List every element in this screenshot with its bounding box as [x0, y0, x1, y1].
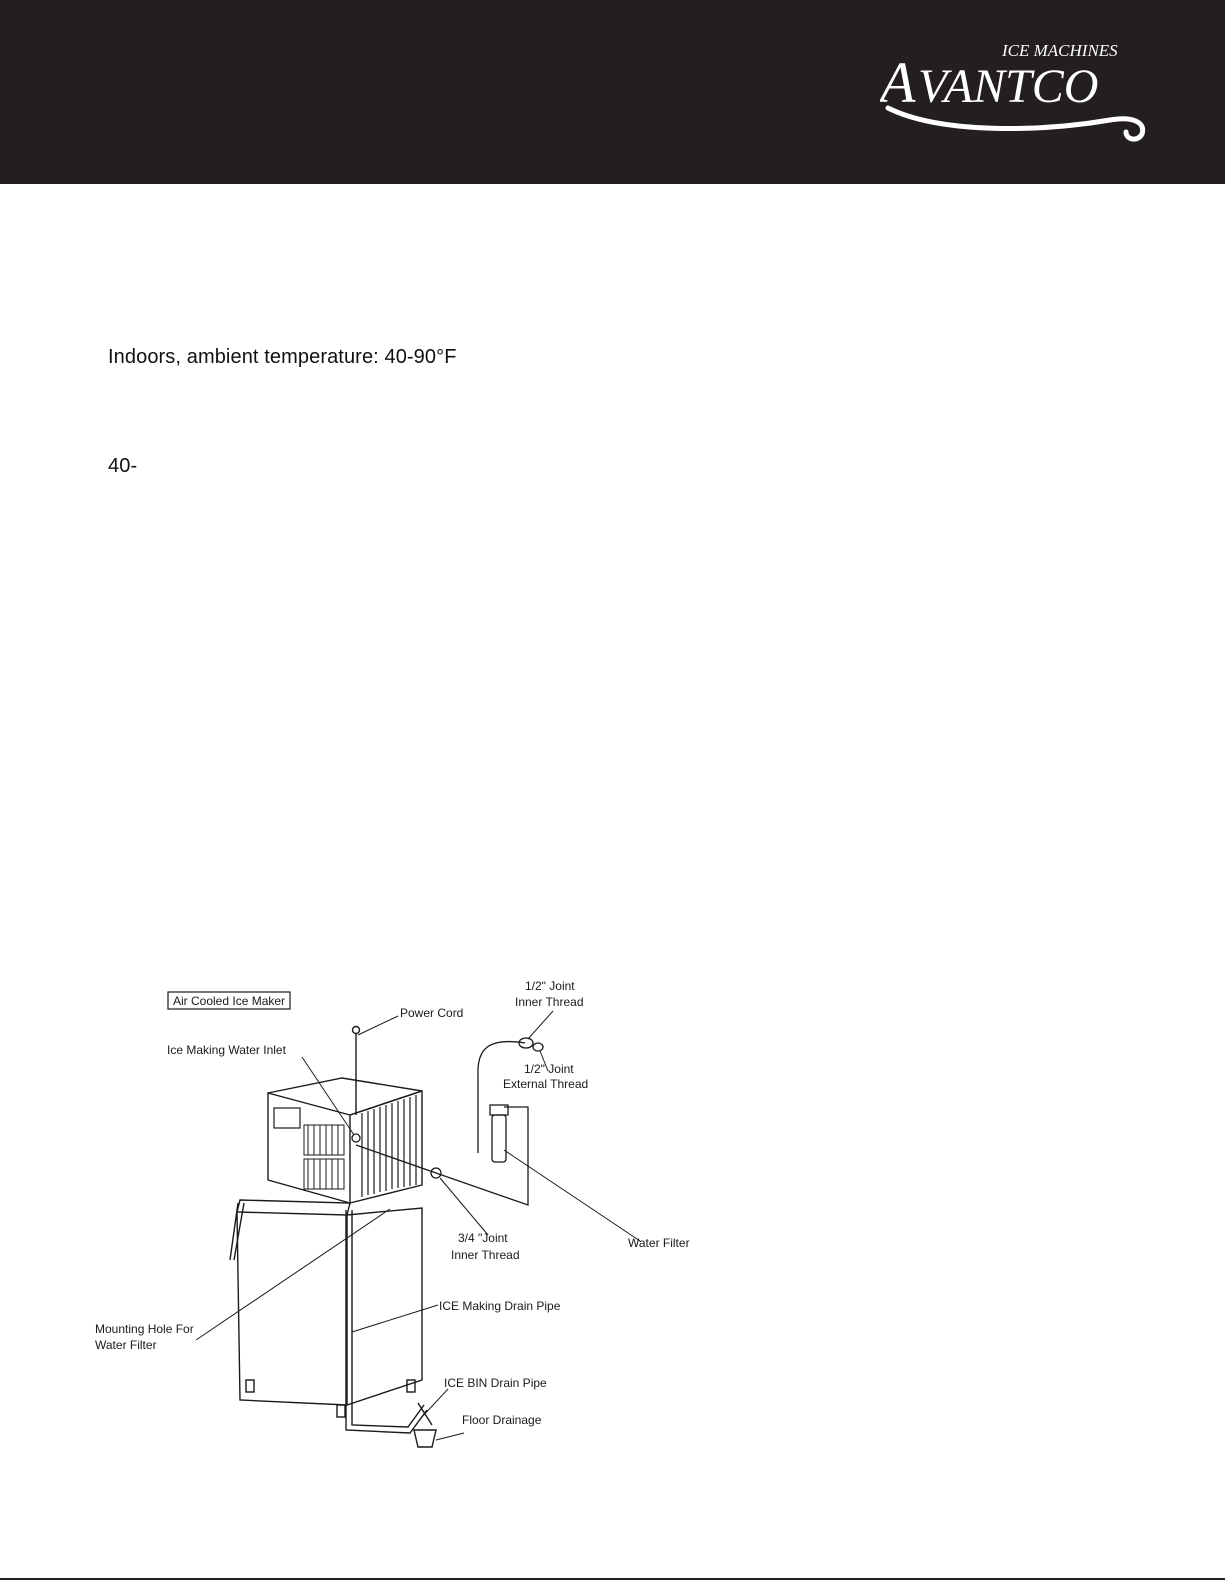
- logo-tagline: ICE MACHINES: [1002, 41, 1118, 60]
- header-band: [0, 0, 1225, 184]
- svg-text:A: A: [880, 50, 916, 115]
- ambient-temperature-text: Indoors, ambient temperature: 40-90°F: [108, 346, 457, 368]
- label-mounting-hole-2: Water Filter: [95, 1338, 157, 1352]
- label-bin-drain-pipe: ICE BIN Drain Pipe: [444, 1376, 547, 1390]
- water-filter-canister: [490, 1105, 508, 1162]
- label-mounting-hole-1: Mounting Hole For: [95, 1322, 194, 1336]
- power-cord: [353, 1027, 360, 1116]
- side-vents: [362, 1095, 416, 1197]
- front-grille: [304, 1125, 344, 1189]
- svg-text:VANTCO: VANTCO: [918, 60, 1099, 113]
- label-drain-pipe: ICE Making Drain Pipe: [439, 1299, 561, 1313]
- label-half-joint-inner-1: 1/2" Joint: [525, 979, 575, 993]
- bin-legs: [246, 1380, 415, 1417]
- label-three-quarter-joint-2: Inner Thread: [451, 1248, 520, 1262]
- ice-maker-unit: [268, 1078, 422, 1203]
- label-water-filter: Water Filter: [628, 1236, 690, 1250]
- drain-pipes: [346, 1210, 432, 1433]
- label-power-cord: Power Cord: [400, 1006, 464, 1020]
- control-panel: [274, 1108, 300, 1128]
- floor-drain-cup: [414, 1430, 436, 1447]
- truncated-text: 40-: [108, 455, 138, 477]
- installation-diagram: [92, 975, 712, 1485]
- logo-wordmark: [880, 50, 1098, 115]
- label-three-quarter-joint-1: 3/4 "Joint: [458, 1231, 508, 1245]
- label-half-joint-inner-2: Inner Thread: [515, 995, 584, 1009]
- ice-bin: [230, 1200, 422, 1405]
- label-water-inlet: Ice Making Water Inlet: [167, 1043, 286, 1057]
- avantco-logo: [880, 36, 1160, 146]
- footer-rule: [0, 1578, 1225, 1580]
- air-cooled-label: Air Cooled Ice Maker: [173, 994, 286, 1008]
- label-floor-drainage: Floor Drainage: [462, 1413, 542, 1427]
- label-half-joint-outer-2: External Thread: [503, 1077, 589, 1091]
- label-half-joint-outer-1: 1/2" Joint: [524, 1062, 574, 1076]
